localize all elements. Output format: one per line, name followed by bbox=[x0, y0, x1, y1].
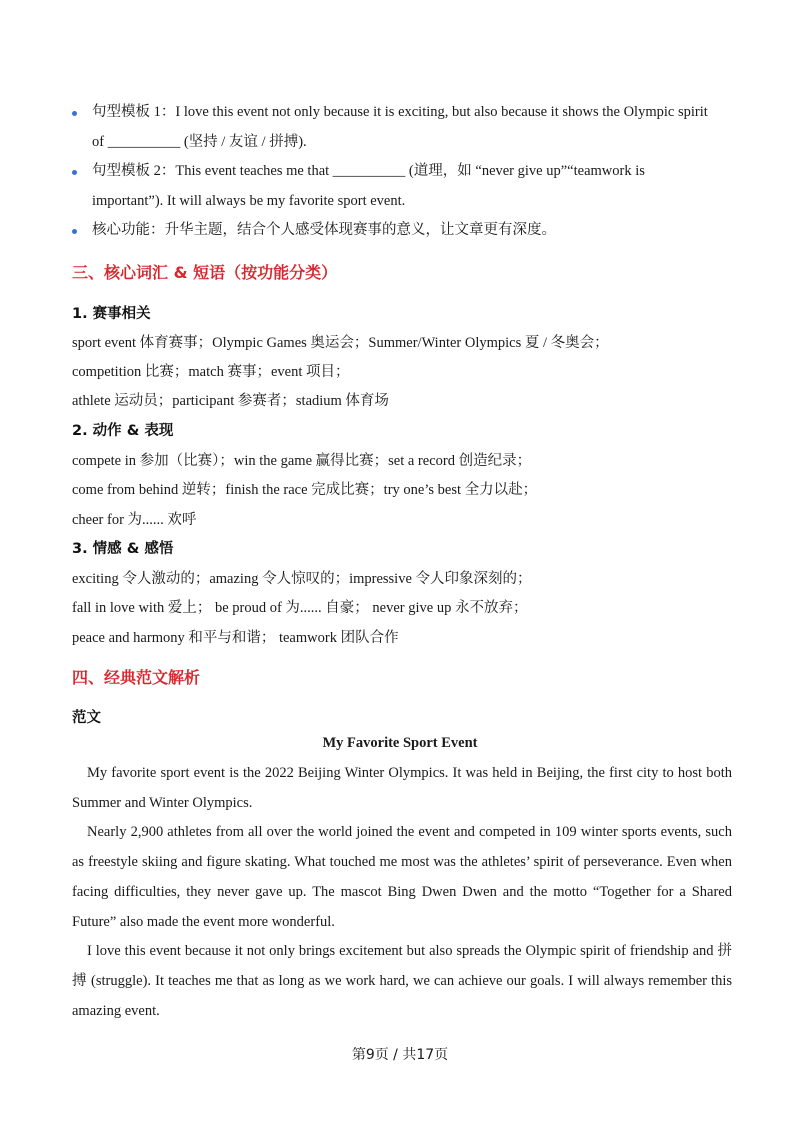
bullet-dot-icon bbox=[72, 111, 77, 116]
vocab-line: cheer for 为...... 欢呼 bbox=[72, 512, 197, 528]
vocab-group-heading: 3. 情感 & 感悟 bbox=[72, 541, 174, 557]
bullet-text-line: 核心功能：升华主题，结合个人感受体现赛事的意义，让文章更有深度。 bbox=[92, 222, 556, 238]
bullet-item-template-2 bbox=[72, 157, 732, 216]
bullet-dot-icon bbox=[72, 229, 77, 234]
bullet-item-core-function bbox=[72, 216, 732, 246]
section-heading-model-essay: 四、经典范文解析 bbox=[72, 668, 201, 687]
vocab-line: competition 比赛；match 赛事；event 项目； bbox=[72, 364, 350, 380]
vocab-line: sport event 体育赛事；Olympic Games 奥运会；Summer/Winter Olympics 夏 / 冬奥会； bbox=[72, 335, 609, 351]
bullet-text-line: important”). It will always be my favorite sport event. bbox=[92, 192, 406, 209]
essay-paragraph: Nearly 2,900 athletes from all over the world joined the event and competed in 109 winter sports events, such as freestyle skiing and figure skating. What touched me most was the athletes’ spirit of perseverance. Even when facing difficulties, they never gave up. The mascot Bing Dwen Dwen and the motto “Together for a Shared Future” also made the event more wonderful. bbox=[72, 824, 732, 930]
vocab-line: athlete 运动员；participant 参赛者；stadium 体育场 bbox=[72, 393, 389, 409]
vocab-line: exciting 令人激动的；amazing 令人惊叹的；impressive 令人印象深刻的； bbox=[72, 571, 532, 587]
vocab-line: come from behind 逆转；finish the race 完成比赛；try one’s best 全力以赴； bbox=[72, 482, 538, 498]
bullet-item-template-1 bbox=[72, 98, 732, 157]
bullet-text-line: 句型模板 2：This event teaches me that __________ (道理，如 “never give up”“teamwork is bbox=[92, 163, 645, 179]
essay-paragraph: My favorite sport event is the 2022 Beijing Winter Olympics. It was held in Beijing, the first city to host both Summer and Winter Olympics. bbox=[72, 765, 732, 811]
vocab-line: compete in 参加（比赛）；win the game 赢得比赛；set a record 创造纪录； bbox=[72, 453, 532, 469]
model-essay-label: 范文 bbox=[72, 710, 101, 726]
essay-body bbox=[72, 759, 732, 1026]
bullet-text-line: 句型模板 1：I love this event not only because it is exciting, but also because it shows the Olympic spirit bbox=[92, 104, 708, 120]
section-heading-vocabulary: 三、核心词汇 & 短语（按功能分类） bbox=[72, 263, 338, 282]
vocab-line: fall in love with 爱上； be proud of 为...... 自豪； never give up 永不放弃； bbox=[72, 600, 528, 616]
vocab-group-heading: 2. 动作 & 表现 bbox=[72, 423, 174, 439]
essay-paragraph: I love this event because it not only brings excitement but also spreads the Olympic spirit of friendship and 拼搏 (struggle). It teaches me that as long as we work hard, we can achieve our goals. I will always remember this amazing event. bbox=[72, 943, 732, 1019]
vocab-line: peace and harmony 和平与和谐； teamwork 团队合作 bbox=[72, 630, 399, 646]
page-number-footer: 第9页 / 共17页 bbox=[351, 1047, 449, 1063]
vocab-group-heading: 1. 赛事相关 bbox=[72, 306, 151, 322]
bullet-dot-icon bbox=[72, 170, 77, 175]
template-bullet-list bbox=[72, 98, 732, 246]
essay-title: My Favorite Sport Event bbox=[322, 735, 478, 751]
bullet-text-line: of __________ (坚持 / 友谊 / 拼搏). bbox=[92, 133, 307, 150]
